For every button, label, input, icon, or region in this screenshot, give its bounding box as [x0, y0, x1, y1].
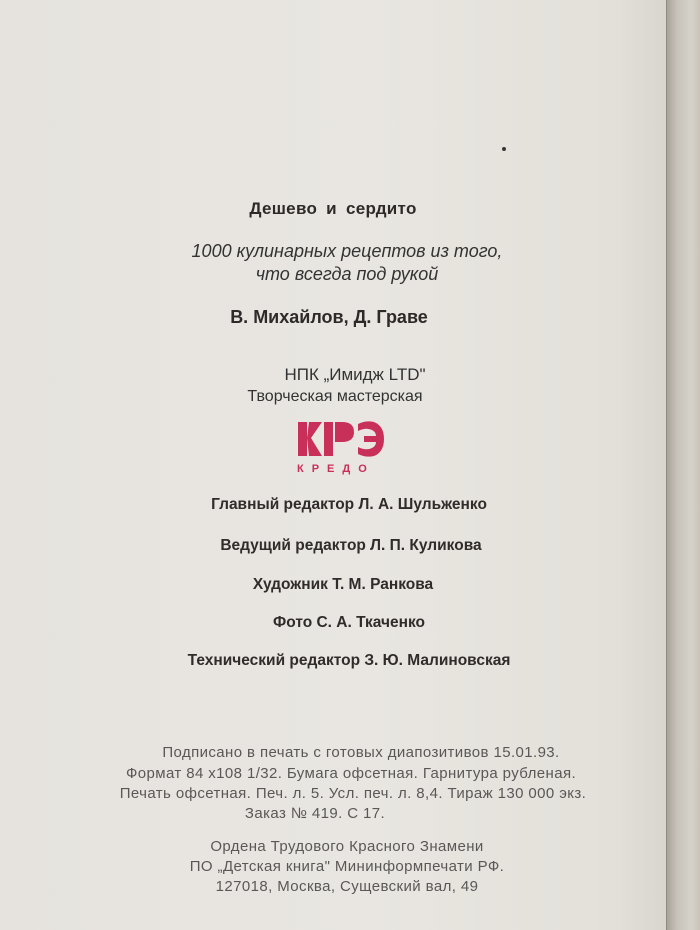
imprint-line: Заказ № 419. С 17. [244, 805, 386, 822]
credit-lead-editor: Ведущий редактор Л. П. Куликова [220, 537, 482, 554]
ink-speck [502, 147, 506, 151]
book-authors: В. Михайлов, Д. Граве [230, 307, 428, 327]
book-subtitle-line-1: 1000 кулинарных рецептов из того, [191, 241, 503, 261]
credit-photo: Фото С. А. Ткаченко [273, 614, 425, 631]
book-title: Дешево и сердито [249, 199, 417, 218]
imprint-line: Печать офсетная. Печ. л. 5. Усл. печ. л. 8,4. Тираж 130 000 экз. [119, 785, 587, 802]
book-subtitle-line-2: что всегда под рукой [255, 264, 439, 284]
credit-artist: Художник Т. М. Ранкова [252, 576, 434, 593]
imprint-line: Формат 84 х108 1/32. Бумага офсетная. Гарнитура рубленая. [125, 765, 577, 782]
workshop-label: Творческая мастерская [247, 388, 423, 405]
printer-address: 127018, Москва, Сущевский вал, 49 [215, 878, 479, 895]
printer-line: ПО „Детская книга" Мининформпечати РФ. [189, 858, 505, 875]
kredo-logo-text: КРЕДО [297, 463, 375, 475]
imprint-line: Подписано в печать с готовых диапозитивов 15.01.93. [162, 744, 560, 761]
publisher-name: НПК „Имидж LTD" [284, 365, 426, 384]
credit-technical-editor: Технический редактор З. Ю. Малиновская [187, 652, 511, 669]
printer-line: Ордена Трудового Красного Знамени [210, 838, 484, 855]
book-page-edge [666, 0, 700, 930]
credit-chief-editor: Главный редактор Л. А. Шульженко [211, 496, 487, 513]
